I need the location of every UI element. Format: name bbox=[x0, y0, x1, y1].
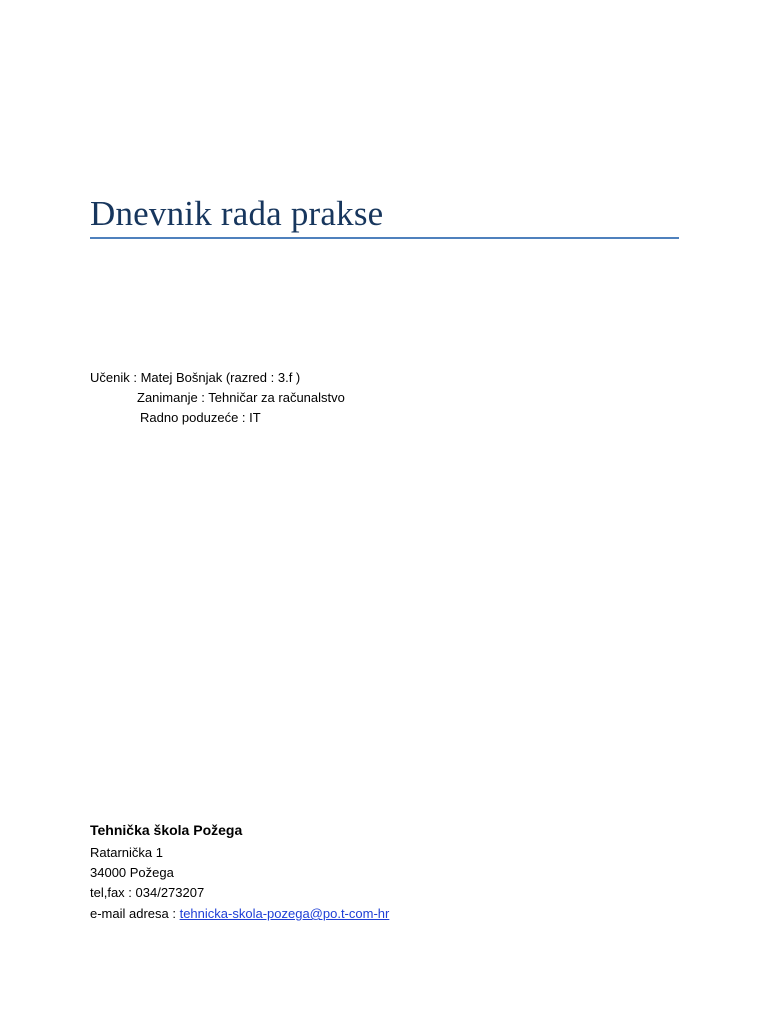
school-street: Ratarnička 1 bbox=[90, 845, 163, 860]
school-email-line bbox=[90, 905, 389, 923]
company-line: Radno poduzeće : IT bbox=[140, 410, 261, 425]
school-name: Tehnička škola Požega bbox=[90, 822, 243, 838]
school-phone: tel,fax : 034/273207 bbox=[90, 885, 205, 900]
school-city: 34000 Požega bbox=[90, 865, 174, 880]
document-title: Dnevnik rada prakse bbox=[90, 194, 384, 233]
student-name-line: Učenik : Matej Bošnjak (razred : 3.f ) bbox=[90, 370, 301, 385]
title-underline bbox=[90, 237, 679, 239]
email-label: e-mail adresa : bbox=[90, 906, 180, 921]
occupation-line: Zanimanje : Tehničar za računalstvo bbox=[137, 390, 345, 405]
email-link[interactable]: tehnicka-skola-pozega@po.t-com-hr bbox=[179, 906, 390, 921]
